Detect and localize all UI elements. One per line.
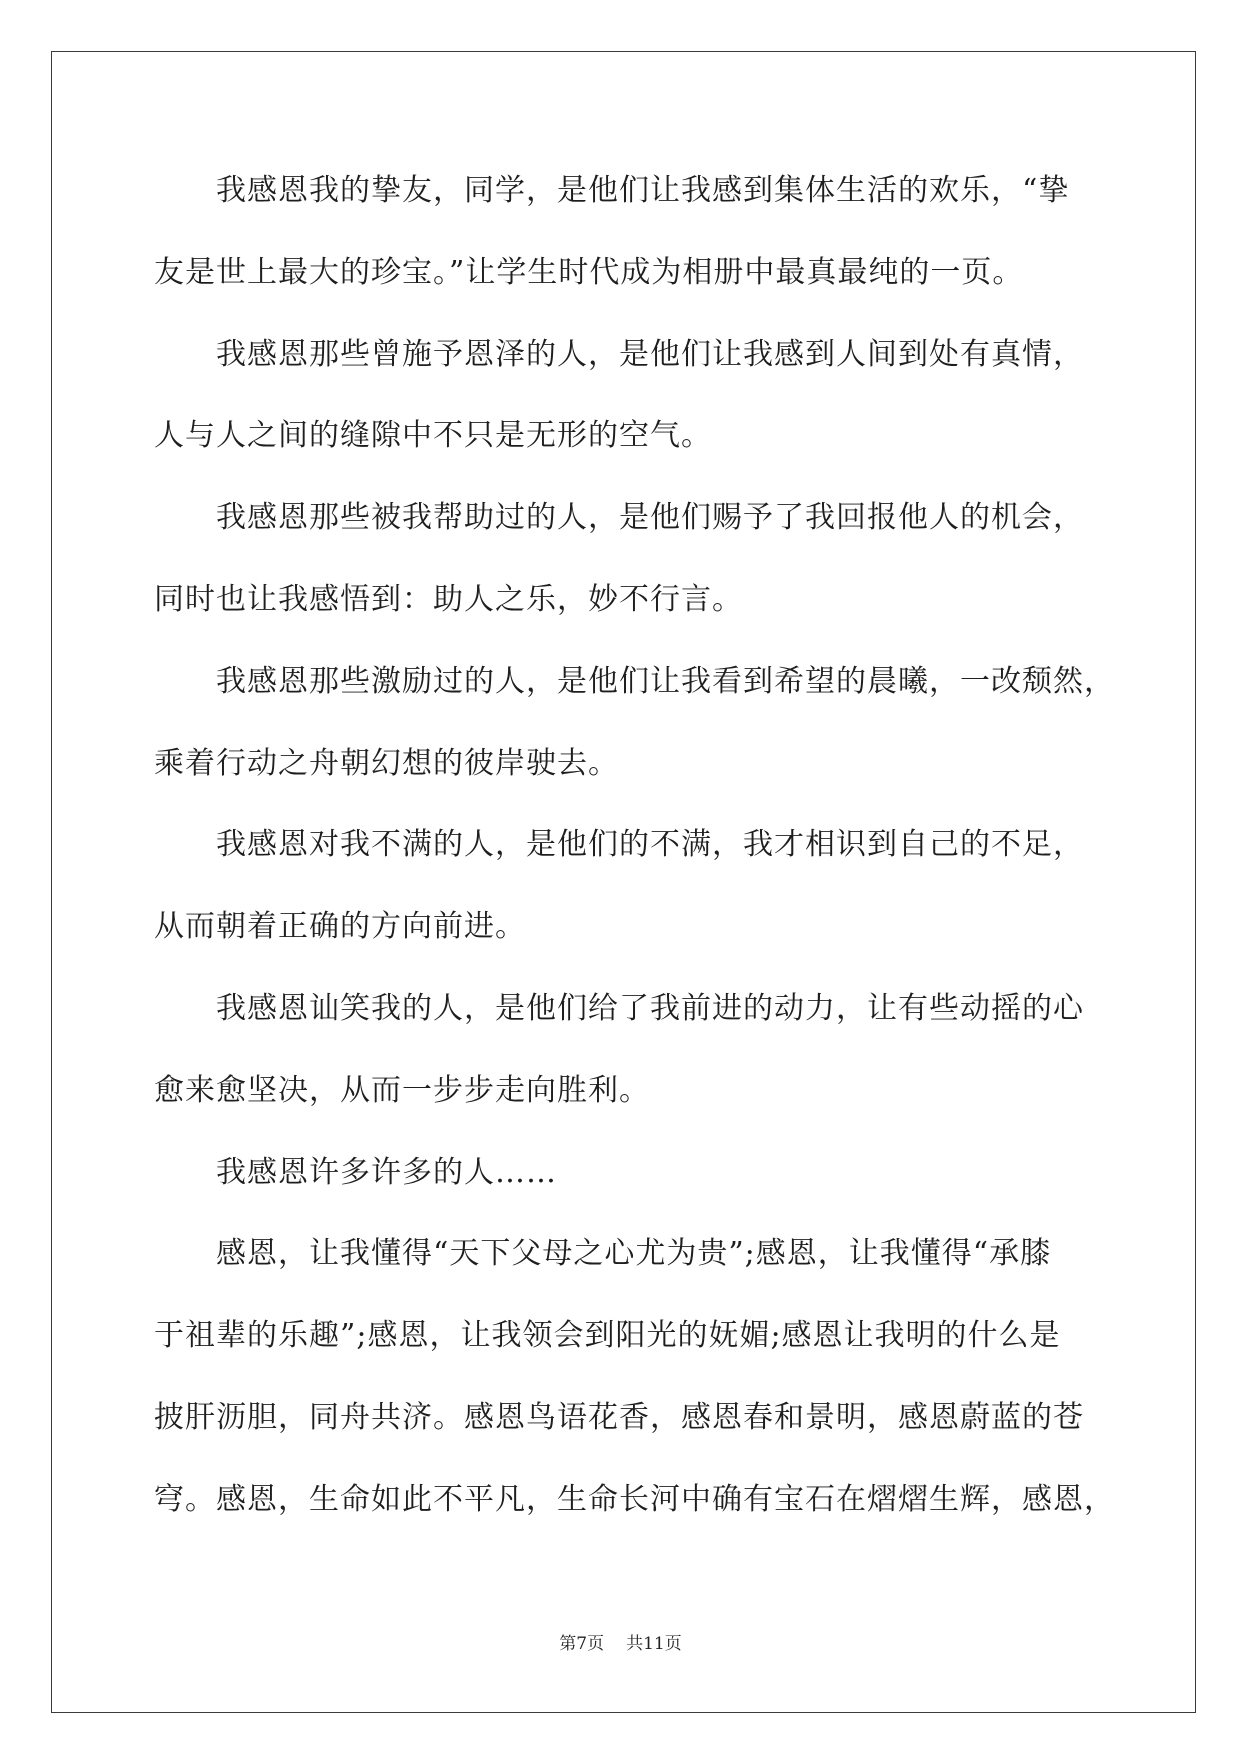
page-footer — [0, 1632, 1241, 1656]
text-line: 穹。感恩，生命如此不平凡，生命长河中确有宝石在熠熠生辉，感恩， — [154, 1481, 1115, 1517]
text-line: 乘着行动之舟朝幻想的彼岸驶去。 — [154, 745, 619, 781]
text-line: 我感恩讪笑我的人，是他们给了我前进的动力，让有些动摇的心 — [216, 990, 1084, 1026]
text-line: 愈来愈坚决，从而一步步走向胜利。 — [154, 1072, 650, 1108]
document-body — [154, 150, 1134, 1541]
text-line: 友是世上最大的珍宝。”让学生时代成为相册中最真最纯的一页。 — [154, 254, 1024, 290]
text-line: 我感恩我的挚友，同学，是他们让我感到集体生活的欢乐，“挚 — [216, 173, 1070, 208]
text-line: 我感恩对我不满的人，是他们的不满，我才相识到自己的不足， — [216, 827, 1084, 863]
text-line: 从而朝着正确的方向前进。 — [154, 909, 526, 945]
text-line: 我感恩那些曾施予恩泽的人，是他们让我感到人间到处有真情， — [216, 336, 1084, 372]
paragraph — [154, 641, 1134, 805]
paragraph — [154, 314, 1134, 478]
paragraph — [154, 1213, 1134, 1540]
text-line: 我感恩那些激励过的人，是他们让我看到希望的晨曦，一改颓然， — [216, 663, 1115, 699]
paragraph — [154, 150, 1134, 314]
text-line: 同时也让我感悟到：助人之乐，妙不行言。 — [154, 581, 743, 617]
page-number-current: 第7页 — [559, 1634, 605, 1654]
text-line: 我感恩许多许多的人…… — [216, 1154, 557, 1190]
text-line: 人与人之间的缝隙中不只是无形的空气。 — [154, 418, 712, 454]
paragraph — [154, 1132, 1134, 1214]
text-line: 感恩，让我懂得“天下父母之心尤为贵”;感恩，让我懂得“承膝 — [216, 1236, 1052, 1272]
paragraph — [154, 477, 1134, 641]
text-line: 于祖辈的乐趣”;感恩，让我领会到阳光的妩媚;感恩让我明的什么是 — [154, 1318, 1061, 1354]
page-number-total: 共11页 — [626, 1634, 682, 1654]
paragraph — [154, 968, 1134, 1132]
text-line: 披肝沥胆，同舟共济。感恩鸟语花香，感恩春和景明，感恩蔚蓝的苍 — [154, 1399, 1084, 1435]
text-line: 我感恩那些被我帮助过的人，是他们赐予了我回报他人的机会， — [216, 500, 1084, 536]
paragraph — [154, 804, 1134, 968]
